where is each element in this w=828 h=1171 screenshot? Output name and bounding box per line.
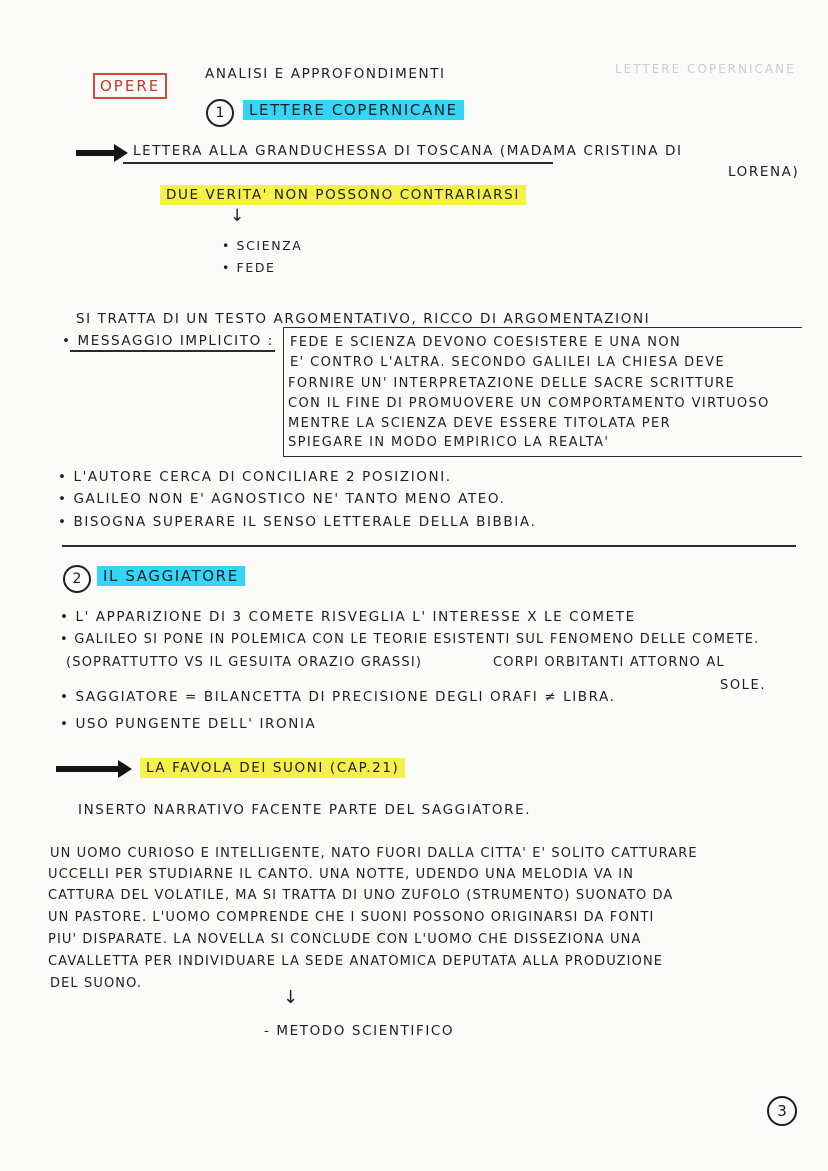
point-comete: • L' APPARIZIONE DI 3 COMETE RISVEGLIA L' INTERESSE X LE COMETE	[60, 609, 636, 625]
orbitanti-note: CORPI ORBITANTI ATTORNO AL	[493, 655, 725, 670]
box-line: SPIEGARE IN MODO EMPIRICO LA REALTA'	[288, 435, 610, 450]
lettera-line-1: LETTERA ALLA GRANDUCHESSA DI TOSCANA (MADAMA CRISTINA DI	[133, 143, 683, 159]
point-bibbia: • BISOGNA SUPERARE IL SENSO LETTERALE DELLA BIBBIA.	[58, 514, 537, 530]
inserto-text: INSERTO NARRATIVO FACENTE PARTE DEL SAGGIATORE.	[78, 802, 532, 818]
story-line: UN PASTORE. L'UOMO COMPRENDE CHE I SUONI POSSONO ORIGINARSI DA FONTI	[48, 910, 655, 925]
underline	[70, 350, 275, 352]
bullet-scienza: • SCIENZA	[222, 238, 303, 253]
point-saggiatore: • SAGGIATORE = BILANCETTA DI PRECISIONE DEGLI ORAFI ≠ LIBRA.	[60, 689, 616, 705]
story-line: CAVALLETTA PER INDIVIDUARE LA SEDE ANATOMICA DEPUTATA ALLA PRODUZIONE	[48, 954, 664, 969]
arrow-right-icon	[56, 766, 120, 772]
grassi-note: (SOPRATTUTTO VS IL GESUITA ORAZIO GRASSI)	[66, 655, 423, 670]
underline	[123, 162, 553, 164]
point-autore: • L'AUTORE CERCA DI CONCILIARE 2 POSIZIONI.	[58, 469, 452, 485]
bullet-fede: • FEDE	[222, 260, 276, 275]
favola-title: LA FAVOLA DEI SUONI (CAP.21)	[140, 760, 405, 776]
down-arrow-icon: ↓	[230, 206, 246, 226]
messaggio-implicito-label: • MESSAGGIO IMPLICITO :	[62, 333, 274, 349]
box-line: FORNIRE UN' INTERPRETAZIONE DELLE SACRE SCRITTURE	[288, 376, 736, 391]
section-1-title: LETTERE COPERNICANE	[243, 101, 464, 119]
testo-argomentativo: SI TRATTA DI UN TESTO ARGOMENTATIVO, RICCO DI ARGOMENTAZIONI	[76, 311, 651, 327]
metodo-scientifico: - METODO SCIENTIFICO	[264, 1023, 455, 1039]
story-line: UCCELLI PER STUDIARNE IL CANTO. UNA NOTTE, UDENDO UNA MELODIA VA IN	[48, 867, 635, 882]
box-line: CON IL FINE DI PROMUOVERE UN COMPORTAMENTO VIRTUOSO	[288, 396, 770, 411]
story-line: CATTURA DEL VOLATILE, MA SI TRATTA DI UNO ZUFOLO (STRUMENTO) SUONATO DA	[48, 888, 674, 903]
story-line: UN UOMO CURIOSO E INTELLIGENTE, NATO FUORI DALLA CITTA' E' SOLITO CATTURARE	[50, 846, 698, 861]
down-arrow-icon: ↓	[283, 987, 300, 1008]
arrow-right-icon	[76, 150, 116, 156]
section-divider	[62, 545, 796, 547]
page-number: 3	[767, 1096, 797, 1126]
story-line: DEL SUONO.	[50, 976, 143, 991]
sole-note: SOLE.	[720, 678, 767, 693]
opere-label: OPERE	[93, 73, 167, 99]
point-ironia: • USO PUNGENTE DELL' IRONIA	[60, 716, 317, 732]
analisi-heading: ANALISI E APPROFONDIMENTI	[205, 66, 446, 82]
lettera-line-2: LORENA)	[728, 164, 800, 180]
section-2-number: 2	[63, 565, 91, 593]
box-line: MENTRE LA SCIENZA DEVE ESSERE TITOLATA PER	[288, 416, 672, 431]
story-line: PIU' DISPARATE. LA NOVELLA SI CONCLUDE CON L'UOMO CHE DISSEZIONA UNA	[48, 932, 642, 947]
section-1-number: 1	[206, 99, 234, 127]
box-line: E' CONTRO L'ALTRA. SECONDO GALILEI LA CHIESA DEVE	[290, 355, 726, 370]
due-verita-heading: DUE VERITA' NON POSSONO CONTRARIARSI	[160, 187, 526, 203]
point-galileo: • GALILEO NON E' AGNOSTICO NE' TANTO MENO ATEO.	[58, 491, 506, 507]
box-line: FEDE E SCIENZA DEVONO COESISTERE E UNA NON	[290, 335, 682, 350]
faint-bleedthrough-text: LETTERE COPERNICANE	[615, 62, 796, 76]
point-polemica: • GALILEO SI PONE IN POLEMICA CON LE TEORIE ESISTENTI SUL FENOMENO DELLE COMETE.	[60, 632, 760, 647]
section-2-title: IL SAGGIATORE	[97, 567, 245, 585]
